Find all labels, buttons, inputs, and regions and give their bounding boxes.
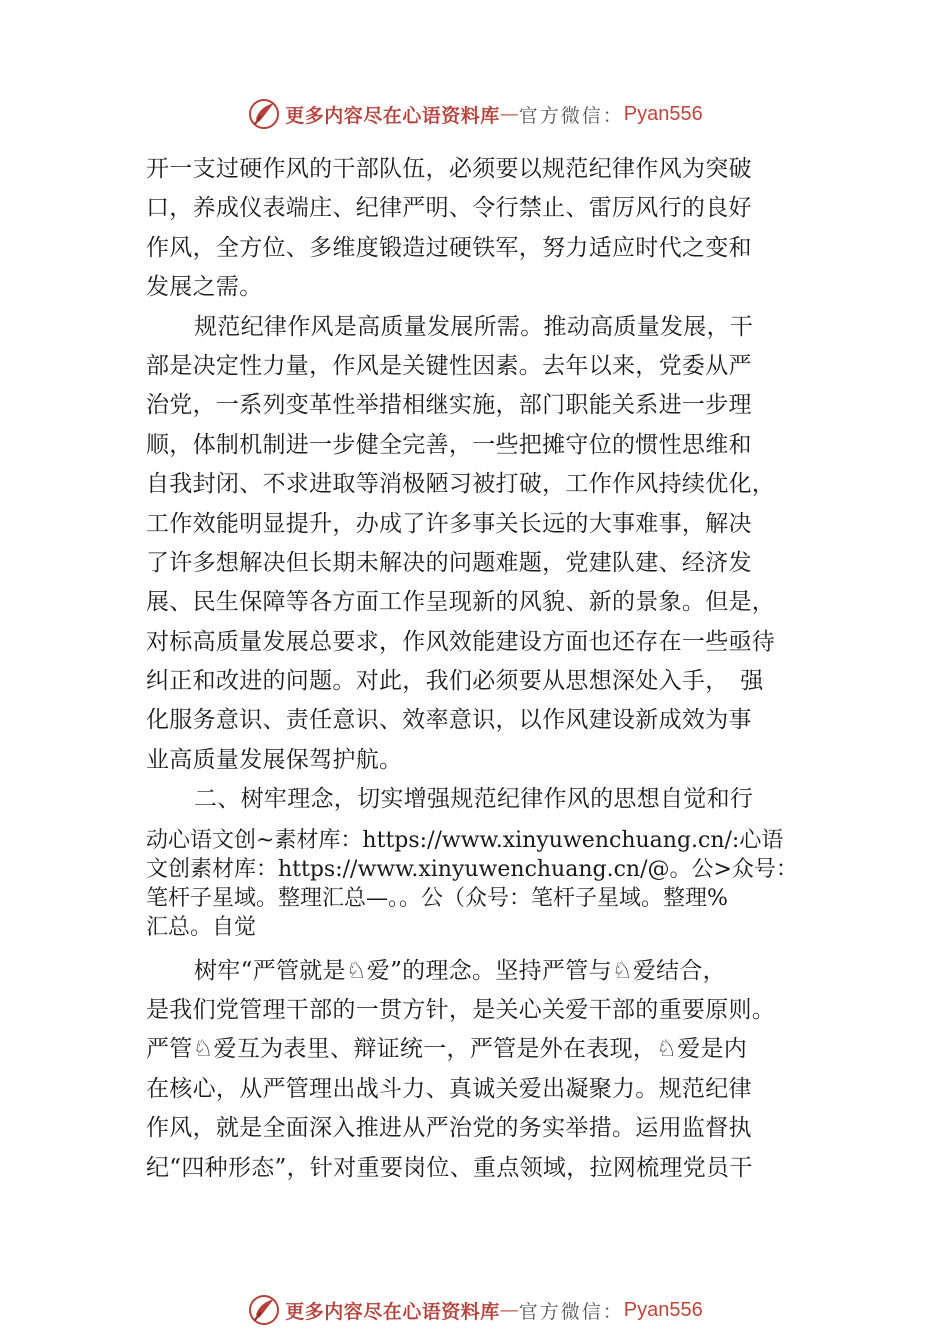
- text-line: 了许多想解决但长期未解决的问题难题，党建队建、经济发: [146, 549, 752, 576]
- text-line: 笔杆子星域。整理汇总—。。公（众号：笔杆子星域。整理%: [146, 885, 728, 911]
- text-line: 展、民生保障等各方面工作呈现新的风貌、新的景象。但是，: [146, 589, 776, 616]
- header-wechat-label: 官方微信：: [518, 104, 624, 127]
- text-line: 严管♘爱互为表里、辩证统一，严管是外在表现，♘爱是内: [146, 1036, 748, 1063]
- section-heading: [146, 780, 826, 819]
- paragraph-3: [146, 952, 826, 1188]
- text-line: 开一支过硬作风的干部队伍，必须要以规范纪律作风为突破: [146, 156, 752, 182]
- text-line: 动心语文创~素材库：https://www.xinyuwenchuang.cn/:心语: [146, 827, 784, 853]
- header-wechat-id: Pyan556: [623, 102, 703, 125]
- text-line: 口，养成仪表端庄、纪律严明、令行禁止、雷厉风行的良好: [146, 195, 752, 222]
- text-line: 部是决定性力量，作风是关键性因素。去年以来，党委从严: [146, 352, 752, 379]
- paragraph-1: [146, 150, 826, 308]
- text-line: 化服务意识、责任意识、效率意识，以作风建设新成效为事: [146, 707, 752, 734]
- text-line: 自我封闭、不求进取等消极陋习被打破，工作作风持续优化，: [146, 471, 776, 498]
- mixed-text-block: [146, 826, 826, 942]
- text-line: 对标高质量发展总要求，作风效能建设方面也还存在一些亟待: [146, 628, 776, 655]
- text-line: 业高质量发展保驾护航。: [146, 746, 403, 773]
- footer-wechat-id: Pyan556: [623, 1298, 703, 1321]
- document-body: [146, 150, 826, 1188]
- paragraph-2: [146, 308, 826, 781]
- text-line: 是我们党管理干部的一贯方针，是关心关爱干部的重要原则。: [146, 997, 776, 1024]
- text-line: 树牢“严管就是♘爱”的理念。坚持严管与♘爱结合，: [194, 957, 726, 984]
- text-line: 纠正和改进的问题。对此，我们必须要从思想深处入手， 强: [146, 668, 764, 695]
- footer-wechat-label: 官方微信：: [518, 1300, 624, 1323]
- text-line: 二、树牢理念，切实增强规范纪律作风的思想自觉和行: [194, 786, 754, 813]
- brand-logo-icon: [247, 1293, 281, 1327]
- text-line: 规范纪律作风是高质量发展所需。推动高质量发展，干: [194, 313, 754, 340]
- text-line: 纪“四种形态”，针对重要岗位、重点领域，拉网梳理党员干: [146, 1154, 753, 1181]
- text-line: 顺，体制机制进一步健全完善，一些把摊守位的惯性思维和: [146, 431, 752, 458]
- text-line: 文创素材库：https://www.xinyuwenchuang.cn/@。公>众号：: [146, 856, 798, 882]
- text-line: 作风，全方位、多维度锻造过硬铁军，努力适应时代之变和: [146, 234, 752, 261]
- footer-text: 更多内容尽在心语资料库: [285, 1300, 500, 1323]
- header-banner: [0, 94, 950, 134]
- header-separator: —: [499, 103, 519, 125]
- brand-logo-icon: [247, 97, 281, 131]
- text-line: 作风，就是全面深入推进从严治党的务实举措。运用监督执: [146, 1115, 752, 1142]
- text-line: 发展之需。: [146, 274, 263, 301]
- text-line: 工作效能明显提升，办成了许多事关长远的大事难事，解决: [146, 510, 752, 537]
- text-line: 治党，一系列变革性举措相继实施，部门职能关系进一步理: [146, 392, 752, 419]
- footer-separator: —: [499, 1299, 519, 1321]
- footer-banner: [0, 1290, 950, 1330]
- header-text: 更多内容尽在心语资料库: [285, 104, 500, 127]
- text-line: 汇总。自觉: [146, 914, 257, 940]
- text-line: 在核心，从严管理出战斗力、真诚关爱出凝聚力。规范纪律: [146, 1075, 752, 1102]
